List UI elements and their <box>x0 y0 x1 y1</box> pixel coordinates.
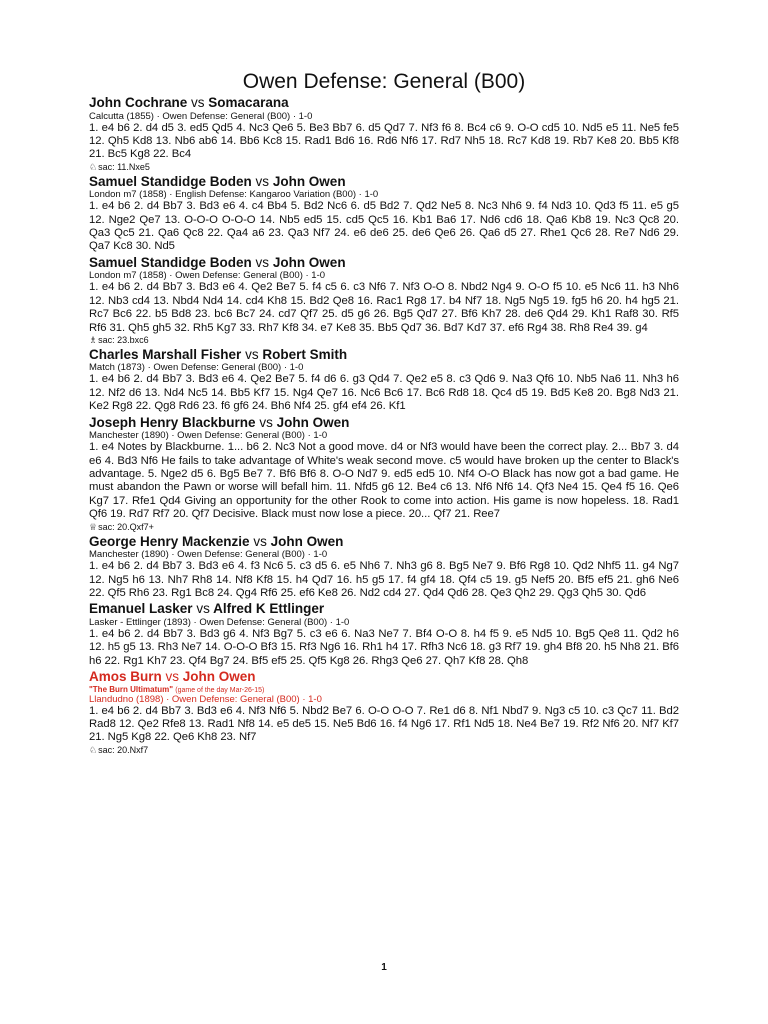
sacrifice-note <box>89 522 679 533</box>
game-entry <box>89 415 679 533</box>
white-player: Samuel Standidge Boden <box>89 173 252 189</box>
sacrifice-text: sac: 20.Nxf7 <box>98 744 149 755</box>
knight-icon: ♘ <box>89 161 98 172</box>
white-player: Samuel Standidge Boden <box>89 254 252 270</box>
game-entry <box>89 347 679 414</box>
black-player: John Owen <box>276 414 350 430</box>
game-players <box>89 534 679 550</box>
vs-label: vs <box>165 669 180 685</box>
sacrifice-note <box>89 745 679 756</box>
queen-icon: ♕ <box>89 521 98 532</box>
game-moves: 1. e4 b6 2. d4 Bb7 3. Bd3 e6 4. Qe2 Be7 5. f4 d6 6. g3 Qd4 7. Qe2 e5 8. c3 Qd6 9. Na3 Qf6 10. Nb5 Na6 11. Nh3 h6 12. Nf2 d6 13. Nd4 Nc5 14. Bb5 Kf7 15. Ng4 Qe7 16. Nc6 Bc6 17. Bc6 Rd8 18. Qc4 d5 19. Bd5 Ke8 20. Bg8 Nd3 21. Ke2 Rg8 22. Qg8 Rd6 23. f6 gf6 24. Bh6 Nf4 25. gf4 ef4 26. Kf1 <box>89 373 679 413</box>
game-players <box>89 95 679 111</box>
sacrifice-text: sac: 23.bxc6 <box>98 334 149 345</box>
game-meta: London m7 (1858) · Owen Defense: General (B00) · 1-0 <box>89 270 326 282</box>
sacrifice-text: sac: 20.Qxf7+ <box>98 521 154 532</box>
game-moves: 1. e4 b6 2. d4 Bb7 3. Bd3 g6 4. Nf3 Bg7 5. c3 e6 6. Na3 Ne7 7. Bf4 O-O 8. h4 f5 9. e5 Nd5 10. Bg5 Qe8 11. Qd2 h6 12. h5 g5 13. Rh3 Ne7 14. O-O-O Bf3 15. Rf3 Ng6 16. Rh1 h4 17. Rfh3 Nc6 18. g3 Rf7 19. gh4 Bf8 20. h5 Nh8 21. Bf6 h6 22. Rg1 Kh7 23. Qf4 Bg7 24. Bf5 ef5 25. Qf5 Kg8 26. Rhg3 Qe6 27. Qh7 Kf8 28. Qh8 <box>89 627 679 667</box>
game-meta: Manchester (1890) · Owen Defense: General (B00) · 1-0 <box>89 549 328 561</box>
game-moves: 1. e4 b6 2. d4 Bb7 3. Bd3 e6 4. Qe2 Be7 5. f4 c5 6. c3 Nf6 7. Nf3 O-O 8. Nbd2 Ng4 9. O-O f5 10. e5 Nc6 11. h3 Nh6 12. Nb3 cd4 13. Nbd4 Nd4 14. cd4 Kh8 15. Bd2 Qe8 16. Rac1 Rg8 17. b4 Nf7 18. Ng5 Ng5 19. fg5 h6 20. h4 hg5 21. Rc7 Bc6 22. b5 Bd8 23. bc6 Bc7 24. cd7 Qf7 25. d5 g6 26. Bg5 Qd7 27. Bf6 Kh7 28. de6 Qd4 29. Kh1 Raf8 30. Rf5 Rf6 31. Qh5 gh5 32. Rh5 Kg7 33. Rh7 Kf8 34. e7 Ke8 35. Bb5 Qd7 36. Bd7 Kd7 37. ef6 Rg4 38. Rh8 Re4 39. g4 <box>89 281 679 334</box>
game-meta: Calcutta (1855) · Owen Defense: General (B00) · 1-0 <box>89 110 313 122</box>
white-player: Amos Burn <box>89 669 162 685</box>
vs-label: vs <box>259 414 273 430</box>
game-players <box>89 347 679 363</box>
page-number: 1 <box>381 962 387 973</box>
game-moves: 1. e4 b6 2. d4 d5 3. ed5 Qd5 4. Nc3 Qe6 5. Be3 Bb7 6. d5 Qd7 7. Nf3 f6 8. Bc4 c6 9. O-O cd5 10. Nd5 e5 11. Ne5 fe5 12. Qh5 Kd8 13. Nb6 ab6 14. Bb6 Kc8 15. Rad1 Bd6 16. Rd6 Nf6 17. Rd7 Nh5 18. Rc7 Kd8 19. Rb7 Ke8 20. Bb5 Kf8 21. Bc5 Kg8 22. Bc4 <box>89 121 679 161</box>
game-players <box>89 415 679 431</box>
sacrifice-note <box>89 335 679 346</box>
game-nickname: "The Burn Ultimatum" <box>89 684 174 694</box>
game-meta: Manchester (1890) · Owen Defense: General (B00) · 1-0 <box>89 430 328 442</box>
vs-label: vs <box>255 254 270 270</box>
game-meta: Llandudno (1898) · Owen Defense: General (B00) · 1-0 <box>89 693 322 705</box>
black-player: Somacarana <box>208 95 289 110</box>
black-player: Alfred K Ettlinger <box>213 601 325 617</box>
vs-label: vs <box>196 601 210 617</box>
knight-icon: ♘ <box>89 744 98 755</box>
vs-label: vs <box>255 173 270 189</box>
game-players <box>89 255 679 271</box>
game-meta: Match (1873) · Owen Defense: General (B00) · 1-0 <box>89 362 304 374</box>
game-entry <box>89 174 679 254</box>
black-player: John Owen <box>272 254 346 270</box>
games-list <box>89 95 679 756</box>
game-entry <box>89 255 679 346</box>
game-players <box>89 669 679 685</box>
black-player: Robert Smith <box>262 346 348 362</box>
game-of-the-day-note: (game of the day Mar-26-15) <box>175 686 265 694</box>
bishop-icon: ♗ <box>89 334 98 345</box>
game-players <box>89 174 679 190</box>
game-subtitle <box>89 685 679 694</box>
game-meta: Lasker - Ettlinger (1893) · Owen Defense: General (B00) · 1-0 <box>89 616 350 628</box>
game-entry <box>89 95 679 173</box>
game-entry <box>89 601 679 668</box>
game-moves: 1. e4 b6 2. d4 Bb7 3. Bd3 e6 4. f3 Nc6 5. c3 d5 6. e5 Nh6 7. Nh3 g6 8. Bg5 Ne7 9. Bf6 Rg8 10. Qd2 Nhf5 11. g4 Ng7 12. Ng5 h6 13. Nh7 Rh8 14. Nf8 Kf8 15. h4 Qd7 16. h5 g5 17. f4 gf4 18. Qf4 c5 19. g5 Nef5 20. Bf5 ef5 21. gh6 Ne6 22. Qf5 Rh6 23. Rg1 Bc8 24. Qg4 Rf6 25. ef6 Ke8 26. Nd2 cd4 27. Qd4 Qd6 28. Qe3 Qh2 29. Qg3 Qh5 30. Qd6 <box>89 560 679 599</box>
black-player: John Owen <box>182 669 256 685</box>
game-entry-highlighted <box>89 669 679 756</box>
white-player: Emanuel Lasker <box>89 601 193 617</box>
white-player: John Cochrane <box>89 95 188 110</box>
black-player: John Owen <box>270 533 344 549</box>
game-meta: London m7 (1858) · English Defense: Kangaroo Variation (B00) · 1-0 <box>89 189 379 201</box>
game-moves: 1. e4 Notes by Blackburne. 1... b6 2. Nc3 Not a good move. d4 or Nf3 would have been the correct play. 2... Bb7 3. d4 e6 4. Bd3 Nf6 He fails to take advantage of White's weak second move. c5 would have broken up the center to Black's advantage. 5. Nge2 d5 6. Bg5 Be7 7. Bf6 Bf6 8. O-O Nd7 9. ed5 ed5 10. Nf4 O-O Black has now got a bad game. He must abandon the Pawn or worse will befall him. 11. Nfd5 g6 12. Be4 c6 13. Nf6 Nf6 14. Qf3 Ne4 15. Qe4 f5 16. Qe6 Kg7 17. Rfe1 Qd4 Giving an opportunity for the other Rook to come into action. His game is now hopeless. 18. Rad1 Qf6 19. Rd7 Rf7 20. Qf7 Decisive. Black must now lose a piece. 20... Qf7 21. Ree7 <box>89 441 679 521</box>
sacrifice-text: sac: 11.Nxe5 <box>98 161 150 172</box>
white-player: Joseph Henry Blackburne <box>89 414 256 430</box>
game-moves: 1. e4 b6 2. d4 Bb7 3. Bd3 e6 4. Nf3 Nf6 5. Nbd2 Be7 6. O-O O-O 7. Re1 d6 8. Nf1 Nbd7 9. Ng3 c5 10. c3 Qc7 11. Bd2 Rad8 12. Qe2 Rfe8 13. Rad1 Nf8 14. e5 de5 15. Ne5 Bd6 16. f4 Ng6 17. Rf1 Nd5 18. Ne4 Be7 19. Rf2 Nf6 20. Nf7 Kf7 21. Ng5 Kg8 22. Qe6 Kh8 23. Nf7 <box>89 704 679 744</box>
game-moves: 1. e4 b6 2. d4 Bb7 3. Bd3 e6 4. c4 Bb4 5. Bd2 Nc6 6. d5 Bd2 7. Qd2 Ne5 8. Nc3 Nh6 9. f4 Nd3 10. Qd3 f5 11. e5 g5 12. Nge2 Qe7 13. O-O-O O-O-O 14. Nb5 ed5 15. cd5 Qc5 16. Kb1 Ba6 17. Nd6 cd6 18. Qa6 Kb8 19. Nc3 Qc8 20. Qa3 Qc5 21. Qa6 Qc8 22. Qa4 a6 23. Qa3 Nf7 24. e6 de6 25. de6 Qe6 26. Qa6 d5 27. Rhe1 Qc6 28. Re7 Nd6 29. Qa7 Kc8 30. Nd5 <box>89 200 679 253</box>
page-title: Owen Defense: General (B00) <box>242 70 526 93</box>
game-entry <box>89 534 679 601</box>
sacrifice-note <box>89 162 679 173</box>
game-players <box>89 601 679 617</box>
vs-label: vs <box>253 533 267 549</box>
vs-label: vs <box>245 346 259 362</box>
black-player: John Owen <box>272 173 346 189</box>
vs-label: vs <box>191 95 205 110</box>
white-player: Charles Marshall Fisher <box>89 346 242 362</box>
white-player: George Henry Mackenzie <box>89 533 250 549</box>
